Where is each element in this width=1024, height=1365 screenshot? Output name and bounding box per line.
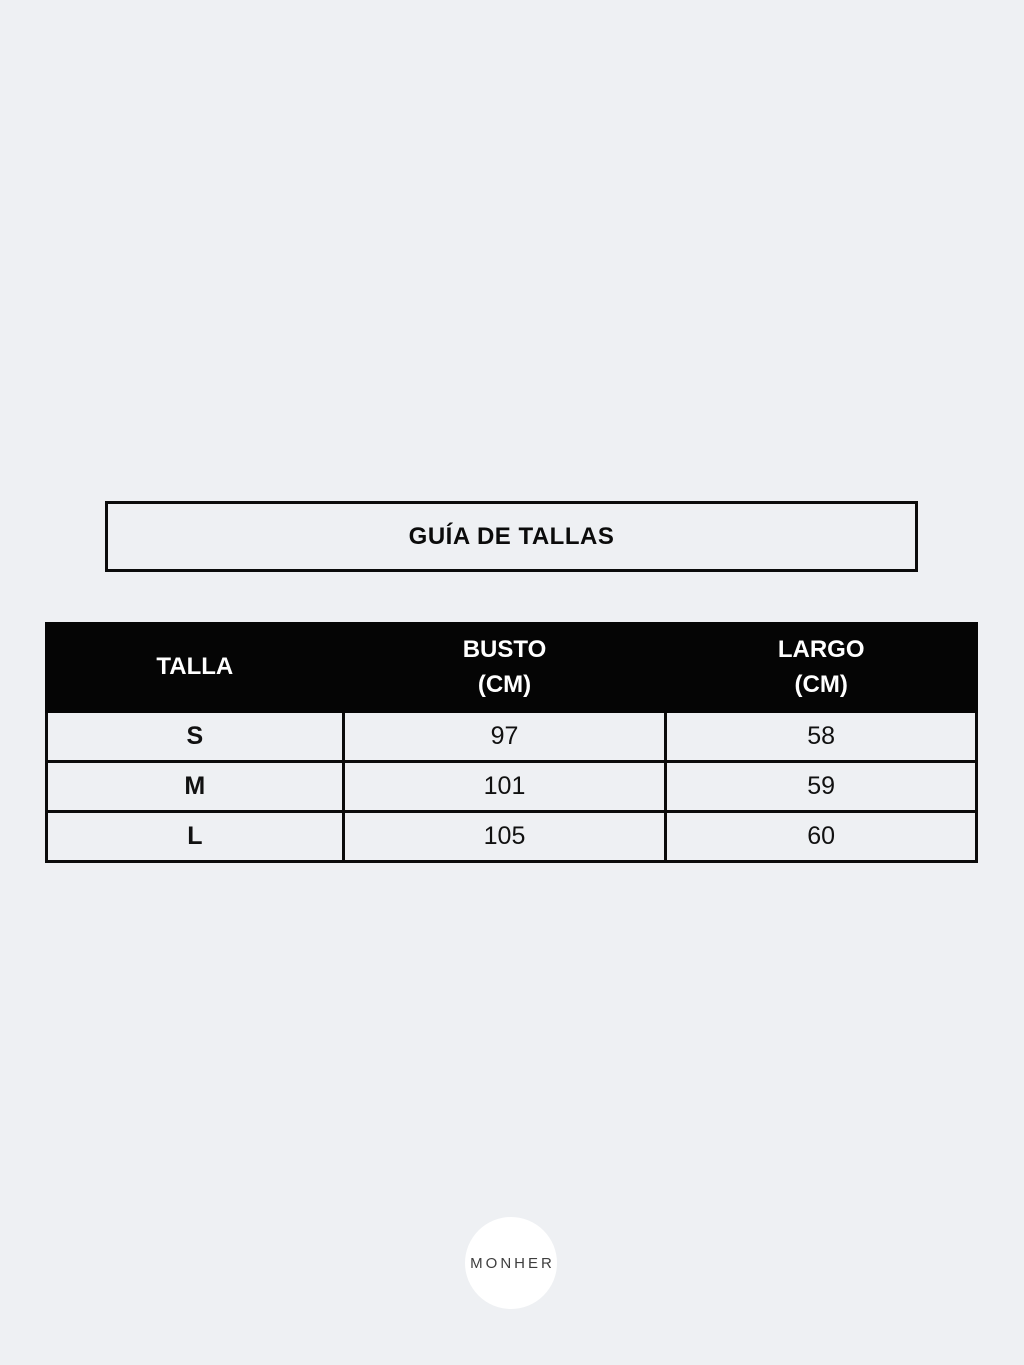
cell-busto-l: 105: [343, 812, 666, 862]
column-header-talla: [47, 624, 344, 712]
cell-largo-l: 60: [666, 812, 977, 862]
cell-size-s: S: [47, 712, 344, 762]
cell-busto-s: 97: [343, 712, 666, 762]
size-table: [45, 622, 978, 863]
brand-logo: [465, 1217, 557, 1309]
table-row-l: [47, 812, 977, 862]
table-row-s: [47, 712, 977, 762]
size-guide-title: GUÍA DE TALLAS: [408, 522, 615, 550]
size-table-header-row: [47, 624, 977, 712]
table-row-m: [47, 762, 977, 812]
cell-largo-m: 59: [666, 762, 977, 812]
column-header-busto-unit: (CM): [477, 670, 532, 698]
size-guide-title-box: [105, 501, 918, 572]
column-header-largo: [666, 624, 977, 712]
column-header-busto-label: BUSTO: [462, 635, 547, 663]
column-header-busto: [343, 624, 666, 712]
column-header-talla-label: TALLA: [156, 653, 234, 681]
cell-size-m: M: [47, 762, 344, 812]
cell-size-l: L: [47, 812, 344, 862]
column-header-largo-unit: (CM): [794, 670, 848, 698]
cell-largo-s: 58: [666, 712, 977, 762]
cell-busto-m: 101: [343, 762, 666, 812]
brand-logo-text: MONHER: [470, 1254, 555, 1272]
column-header-largo-label: LARGO: [777, 635, 865, 663]
